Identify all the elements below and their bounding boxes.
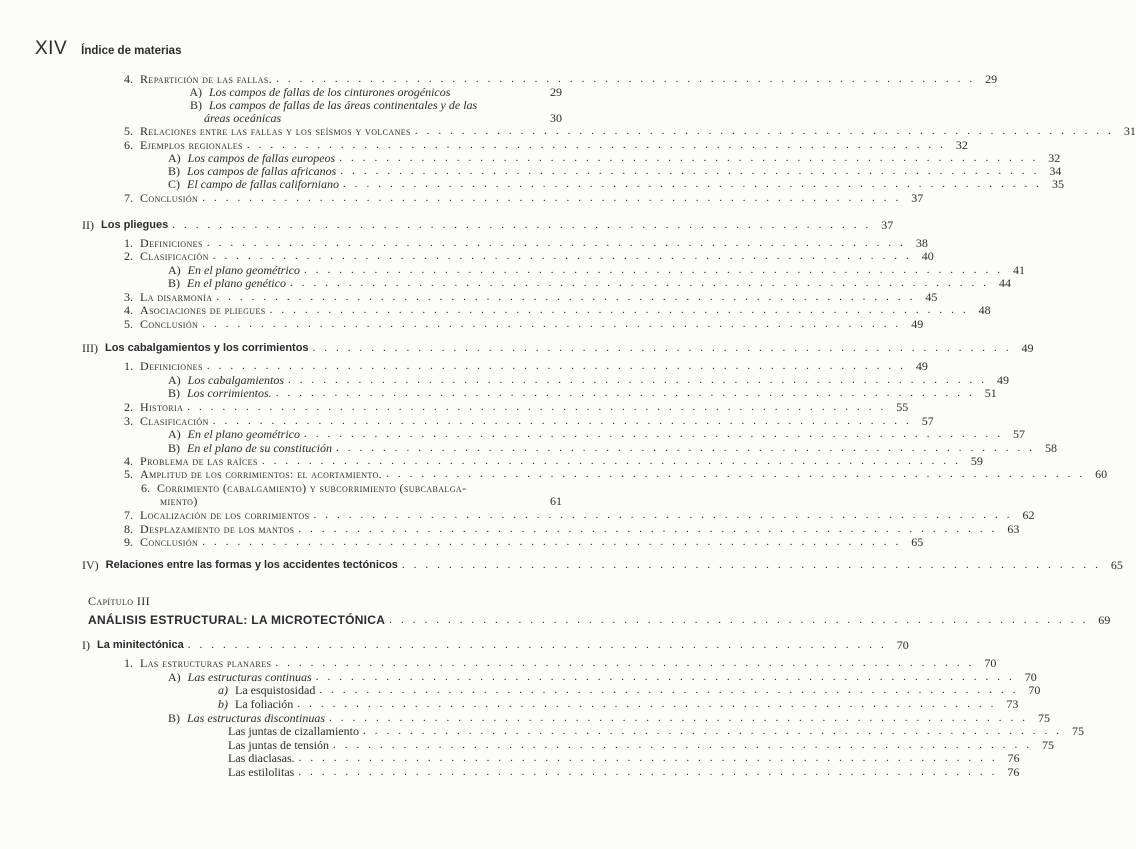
toc-entry <box>168 711 1051 725</box>
page-number: 29 <box>985 72 998 86</box>
entry-number: A) <box>189 85 202 99</box>
dot-leader: ............................................................ <box>212 250 918 262</box>
dot-leader: ............................................................ <box>289 277 995 289</box>
page-number: 60 <box>1095 467 1108 481</box>
entry-title: Clasificación <box>140 414 209 428</box>
dot-leader: ............................................................ <box>332 739 1038 751</box>
toc-entry <box>168 151 1061 165</box>
entry-title: Los campos de fallas de las áreas continentales y de las <box>209 98 478 112</box>
section-spacer <box>82 548 562 549</box>
dot-leader: ............................................................ <box>339 152 1045 164</box>
entry-title: El campo de fallas californiano <box>187 177 339 191</box>
dot-leader: ............................................................ <box>187 639 893 651</box>
page-number: 55 <box>896 400 909 414</box>
chapter-title-row <box>88 613 1111 627</box>
entry-title: La minitectónica <box>97 639 184 651</box>
page-number: 49 <box>915 359 928 373</box>
entry-number: I) <box>82 638 90 652</box>
entry-title: Las juntas de tensión <box>228 738 329 752</box>
page-number: 45 <box>925 290 938 304</box>
toc-entry <box>168 177 1064 191</box>
toc-entry <box>204 111 562 125</box>
dot-leader: ............................................................ <box>261 455 967 467</box>
toc-entry <box>82 558 1123 572</box>
dot-leader: ............................................................ <box>202 536 908 548</box>
entry-title: Problema de las raíces <box>140 454 258 468</box>
entry-number: B) <box>190 98 202 112</box>
entry-title: Los cabalgamientos y los corrimientos <box>104 342 309 354</box>
dot-leader: ............................................................ <box>414 125 1120 137</box>
entry-number: 5. <box>124 124 133 138</box>
dot-leader: ............................................................ <box>362 725 1068 737</box>
toc-entry <box>124 236 928 250</box>
toc-entry <box>168 263 1025 277</box>
entry-number: 7. <box>124 508 133 522</box>
entry-title: Capítulo III <box>88 594 151 608</box>
entry-title: Los campos de fallas africanos <box>187 164 337 178</box>
toc-entry <box>168 373 1010 387</box>
toc-entry <box>124 414 934 428</box>
dot-leader: ............................................................ <box>275 657 981 669</box>
toc-entry <box>124 454 983 468</box>
entry-title: Las estructuras continuas <box>187 670 312 684</box>
entry-number: A) <box>168 151 181 165</box>
page-number: 32 <box>955 138 968 152</box>
entry-number: B) <box>168 441 180 455</box>
dot-leader: ............................................................ <box>315 671 1021 683</box>
toc-entry <box>124 317 924 331</box>
dot-leader: ............................................................ <box>246 139 952 151</box>
toc-entry <box>124 481 562 495</box>
entry-number: B) <box>168 711 180 725</box>
entry-number: B) <box>168 276 180 290</box>
dot-leader: ............................................................ <box>298 752 1004 764</box>
page-number: 57 <box>1012 427 1025 441</box>
entry-title: Definiciones <box>140 359 203 373</box>
entry-title: Asociaciones de pliegues <box>140 303 266 317</box>
entry-title: Ejemplos regionales <box>140 138 243 152</box>
dot-leader: ............................................................ <box>319 684 1025 696</box>
entry-title: Las estructuras discontinuas <box>187 711 326 725</box>
entry-title: Conclusión <box>140 535 199 549</box>
entry-number: 4. <box>124 72 133 86</box>
entry-title: Conclusión <box>140 191 199 205</box>
entry-title: Historia <box>140 400 184 414</box>
page-number: 38 <box>915 236 928 250</box>
section-spacer <box>82 628 562 629</box>
toc-entry <box>124 508 1035 522</box>
entry-title: Los cabalgamientos <box>187 373 285 387</box>
entry-number: A) <box>168 670 181 684</box>
dot-leader: ............................................................ <box>329 712 1035 724</box>
dot-leader: ............................................................ <box>216 291 922 303</box>
dot-leader: ............................................................ <box>276 73 982 85</box>
entry-title: Relaciones entre las fallas y los seísmos y volcanes <box>140 124 411 138</box>
page-number: 37 <box>881 218 894 232</box>
entry-number: 8. <box>124 522 133 536</box>
entry-number: B) <box>168 164 180 178</box>
dot-leader: ............................................................ <box>335 442 1041 454</box>
dot-leader: ............................................................ <box>312 342 1018 354</box>
entry-title: Amplitud de los corrimientos: el acortamiento. <box>140 467 383 481</box>
toc-entry <box>218 683 1041 697</box>
page-number: 34 <box>1049 164 1062 178</box>
entry-number: 2. <box>124 249 133 263</box>
toc-entry <box>168 441 1057 455</box>
entry-number: 6. <box>141 481 150 495</box>
page-number: 58 <box>1044 441 1057 455</box>
entry-number: A) <box>168 263 181 277</box>
toc-entry <box>228 724 1084 738</box>
page-number: 48 <box>978 303 991 317</box>
page-header <box>35 38 181 60</box>
entry-title: Las juntas de cizallamiento <box>228 724 359 738</box>
toc-entry <box>124 138 968 152</box>
dot-leader: ............................................................ <box>202 192 908 204</box>
entry-number: 4. <box>124 303 133 317</box>
toc-entry <box>168 85 562 99</box>
toc-entry <box>124 124 1136 138</box>
dot-leader: ............................................................ <box>298 766 1004 778</box>
entry-title: Clasificación <box>140 249 209 263</box>
dot-leader: ............................................................ <box>386 468 1092 480</box>
dot-leader: ............................................................ <box>297 698 1003 710</box>
dot-leader: ............................................................ <box>202 318 908 330</box>
entry-title: Repartición de las fallas. <box>140 72 273 86</box>
dot-leader: ............................................................ <box>288 374 994 386</box>
chapter-title: ANÁLISIS ESTRUCTURAL: LA MICROTECTÓNICA <box>88 613 386 627</box>
dot-leader: ............................................................ <box>401 559 1107 571</box>
page-number: 62 <box>1022 508 1035 522</box>
dot-leader: ............................................................ <box>269 304 975 316</box>
toc-entry <box>218 697 1019 711</box>
toc-entry <box>228 765 1020 779</box>
entry-number: 3. <box>124 290 133 304</box>
page-number: 70 <box>984 656 997 670</box>
toc-entry <box>124 535 924 549</box>
page-number: 41 <box>1012 263 1025 277</box>
page-number: 65 <box>911 535 924 549</box>
entry-title: En el plano geométrico <box>187 427 300 441</box>
entry-title: Los campos de fallas de los cinturones orogénicos <box>209 85 451 99</box>
toc-entry <box>124 400 909 414</box>
entry-title: Las diaclasas. <box>228 751 295 765</box>
toc-entry <box>168 276 1011 290</box>
toc-entry <box>82 218 894 232</box>
toc-entry <box>168 386 997 400</box>
dot-leader: ............................................................ <box>303 264 1009 276</box>
entry-title: Conclusión <box>140 317 199 331</box>
entry-number: 4. <box>124 454 133 468</box>
page-number: 49 <box>1021 341 1034 355</box>
entry-title: Los corrimientos. <box>187 386 272 400</box>
entry-number: 1. <box>124 656 133 670</box>
entry-title: Los campos de fallas europeos <box>187 151 336 165</box>
toc-entry <box>124 656 997 670</box>
toc-entry <box>82 638 909 652</box>
page-number: 30 <box>550 111 562 125</box>
page-number: 61 <box>550 494 562 508</box>
page-number: 31 <box>1123 124 1136 138</box>
dot-leader: ............................................................ <box>298 523 1004 535</box>
dot-leader: ............................................................ <box>275 387 981 399</box>
section-spacer <box>82 207 562 208</box>
page-number: 70 <box>1024 670 1037 684</box>
entry-title: Los pliegues <box>101 219 169 231</box>
page-number: 51 <box>984 386 997 400</box>
entry-number: IV) <box>82 558 99 572</box>
page-number: 70 <box>896 638 909 652</box>
entry-title: Las estructuras planares <box>140 656 272 670</box>
entry-number: a) <box>218 683 228 697</box>
entry-number: 9. <box>124 535 133 549</box>
entry-number: A) <box>168 373 181 387</box>
toc-entry <box>82 341 1034 355</box>
entry-title: En el plano de su constitución <box>187 441 332 455</box>
toc-entry <box>124 290 938 304</box>
page-number: 73 <box>1006 697 1019 711</box>
dot-leader: ............................................................ <box>313 509 1019 521</box>
toc-entry <box>168 427 1025 441</box>
page-number: 76 <box>1007 751 1020 765</box>
entry-title: La foliación <box>235 697 294 711</box>
toc-entry <box>168 670 1037 684</box>
entry-number: 5. <box>124 467 133 481</box>
page-number: 40 <box>921 249 934 263</box>
entry-title: Desplazamiento de los mantos <box>140 522 295 536</box>
toc-entry <box>124 303 991 317</box>
toc-entry <box>124 467 1108 481</box>
toc-entry <box>228 738 1054 752</box>
toc-entry <box>124 72 998 86</box>
entry-title: Relaciones entre las formas y los accidentes tectónicos <box>105 559 398 571</box>
page-number: 44 <box>998 276 1011 290</box>
entry-number: 1. <box>124 359 133 373</box>
toc-entry <box>88 594 562 608</box>
dot-leader: ............................................................ <box>187 401 893 413</box>
entry-title: Definiciones <box>140 236 203 250</box>
page-number: 70 <box>1028 683 1041 697</box>
entry-title: Localización de los corrimientos <box>140 508 310 522</box>
entry-title: La esquistosidad <box>235 683 316 697</box>
toc-entry <box>168 164 1062 178</box>
toc-entry <box>160 494 562 508</box>
dot-leader: ............................................................ <box>212 415 918 427</box>
dot-leader: ............................................................ <box>206 360 912 372</box>
page-number: 76 <box>1007 765 1020 779</box>
toc-entry <box>124 191 924 205</box>
page-number: 49 <box>911 317 924 331</box>
toc-entry <box>124 522 1020 536</box>
dot-leader: ............................................................ <box>303 428 1009 440</box>
entry-number: II) <box>82 218 94 232</box>
entry-number: C) <box>168 177 180 191</box>
entry-title: Corrimiento (cabalgamiento) y subcorrimiento (subcabalga- <box>157 481 467 495</box>
dot-leader: ............................................................ <box>389 614 1095 626</box>
page-number: 32 <box>1048 151 1061 165</box>
entry-number: A) <box>168 427 181 441</box>
toc-entry <box>124 359 928 373</box>
page-number: 29 <box>550 85 562 99</box>
dot-leader: ............................................................ <box>343 178 1048 190</box>
entry-number: b) <box>218 697 228 711</box>
entry-title: áreas oceánicas <box>204 111 282 125</box>
entry-number: 2. <box>124 400 133 414</box>
entry-title: miento) <box>160 494 198 508</box>
page-number: 75 <box>1041 738 1054 752</box>
entry-number: 1. <box>124 236 133 250</box>
entry-number: 6. <box>124 138 133 152</box>
entry-number: B) <box>168 386 180 400</box>
dot-leader: ............................................................ <box>340 165 1046 177</box>
entry-number: 3. <box>124 414 133 428</box>
entry-title: La disarmonía <box>140 290 213 304</box>
entry-number: III) <box>82 341 98 355</box>
page-number: 35 <box>1052 177 1064 191</box>
entry-title: En el plano genético <box>187 276 286 290</box>
page-number: 69 <box>1098 613 1111 627</box>
page-number: 63 <box>1007 522 1020 536</box>
dot-leader: ............................................................ <box>172 219 878 231</box>
toc-entry <box>124 249 934 263</box>
page-number: 65 <box>1110 558 1123 572</box>
toc-entry <box>168 98 562 112</box>
entry-number: 7. <box>124 191 133 205</box>
page-number: 49 <box>997 373 1010 387</box>
entry-title: Las estilolitas <box>228 765 295 779</box>
page-number: 75 <box>1071 724 1084 738</box>
section-spacer <box>82 330 562 331</box>
entry-title: En el plano geométrico <box>187 263 300 277</box>
entry-number: 5. <box>124 317 133 331</box>
running-title: Índice de materias <box>81 45 182 57</box>
dot-leader: ............................................................ <box>206 237 912 249</box>
page-number: 59 <box>970 454 983 468</box>
page-number: 57 <box>921 414 934 428</box>
toc-entry <box>228 751 1020 765</box>
page-number-roman: XIV <box>35 38 68 59</box>
page-number: 37 <box>911 191 924 205</box>
page-number: 75 <box>1038 711 1051 725</box>
